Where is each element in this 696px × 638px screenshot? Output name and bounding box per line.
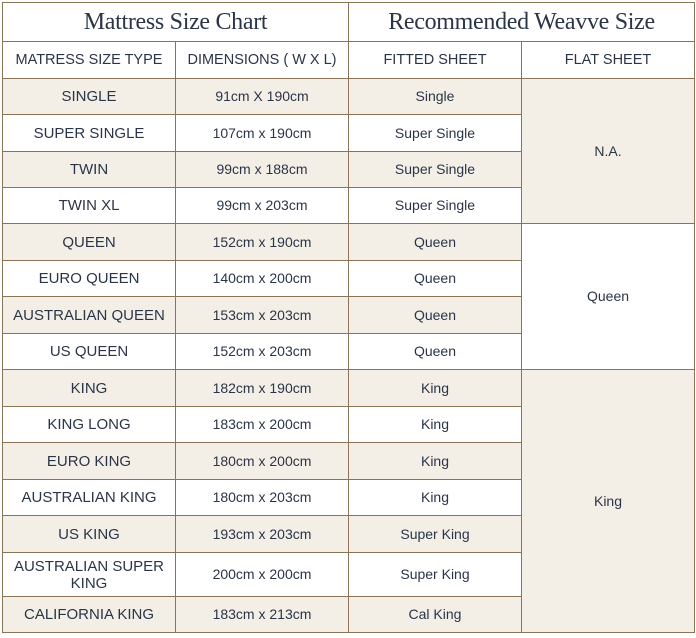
size-type-cell: SUPER SINGLE	[3, 115, 176, 152]
mattress-size-chart	[2, 2, 695, 633]
size-type-cell: AUSTRALIAN KING	[3, 480, 176, 516]
table-row	[3, 224, 695, 261]
fitted-sheet-cell: Super Single	[349, 115, 522, 152]
size-type-cell: KING	[3, 370, 176, 407]
recommended-title: Recommended Weavve Size	[349, 3, 695, 42]
flat-sheet-cell: N.A.	[522, 79, 695, 224]
fitted-sheet-cell: Super King	[349, 516, 522, 553]
dimensions-cell: 180cm x 203cm	[176, 480, 349, 516]
size-type-cell: AUSTRALIAN SUPER KING	[3, 553, 176, 597]
fitted-sheet-cell: King	[349, 443, 522, 480]
size-type-cell: QUEEN	[3, 224, 176, 261]
chart-body	[3, 79, 695, 633]
fitted-sheet-cell: Cal King	[349, 597, 522, 633]
dimensions-cell: 200cm x 200cm	[176, 553, 349, 597]
table-row	[3, 79, 695, 115]
size-type-cell: EURO KING	[3, 443, 176, 480]
col-dimensions: DIMENSIONS ( W X L)	[176, 42, 349, 79]
col-size-type: MATRESS SIZE TYPE	[3, 42, 176, 79]
fitted-sheet-cell: Queen	[349, 261, 522, 297]
fitted-sheet-cell: Super Single	[349, 188, 522, 224]
dimensions-cell: 107cm x 190cm	[176, 115, 349, 152]
size-type-cell: US KING	[3, 516, 176, 553]
dimensions-cell: 152cm x 203cm	[176, 334, 349, 370]
size-type-cell: AUSTRALIAN QUEEN	[3, 297, 176, 334]
size-type-cell: EURO QUEEN	[3, 261, 176, 297]
fitted-sheet-cell: Super King	[349, 553, 522, 597]
dimensions-cell: 140cm x 200cm	[176, 261, 349, 297]
dimensions-cell: 180cm x 200cm	[176, 443, 349, 480]
col-fitted-sheet: FITTED SHEET	[349, 42, 522, 79]
dimensions-cell: 183cm x 213cm	[176, 597, 349, 633]
size-type-cell: TWIN	[3, 152, 176, 188]
col-flat-sheet: FLAT SHEET	[522, 42, 695, 79]
fitted-sheet-cell: Queen	[349, 297, 522, 334]
flat-sheet-cell: King	[522, 370, 695, 633]
size-type-cell: SINGLE	[3, 79, 176, 115]
size-type-cell: US QUEEN	[3, 334, 176, 370]
dimensions-cell: 182cm x 190cm	[176, 370, 349, 407]
dimensions-cell: 153cm x 203cm	[176, 297, 349, 334]
dimensions-cell: 193cm x 203cm	[176, 516, 349, 553]
dimensions-cell: 99cm x 203cm	[176, 188, 349, 224]
dimensions-cell: 91cm X 190cm	[176, 79, 349, 115]
title-row	[3, 3, 695, 42]
column-header-row	[3, 42, 695, 79]
size-type-cell: KING LONG	[3, 407, 176, 443]
dimensions-cell: 152cm x 190cm	[176, 224, 349, 261]
fitted-sheet-cell: Super Single	[349, 152, 522, 188]
fitted-sheet-cell: King	[349, 370, 522, 407]
fitted-sheet-cell: Single	[349, 79, 522, 115]
size-type-cell: CALIFORNIA KING	[3, 597, 176, 633]
fitted-sheet-cell: Queen	[349, 334, 522, 370]
dimensions-cell: 183cm x 200cm	[176, 407, 349, 443]
dimensions-cell: 99cm x 188cm	[176, 152, 349, 188]
fitted-sheet-cell: King	[349, 407, 522, 443]
flat-sheet-cell: Queen	[522, 224, 695, 370]
size-type-cell: TWIN XL	[3, 188, 176, 224]
table-row	[3, 370, 695, 407]
chart-title: Mattress Size Chart	[3, 3, 349, 42]
fitted-sheet-cell: King	[349, 480, 522, 516]
fitted-sheet-cell: Queen	[349, 224, 522, 261]
